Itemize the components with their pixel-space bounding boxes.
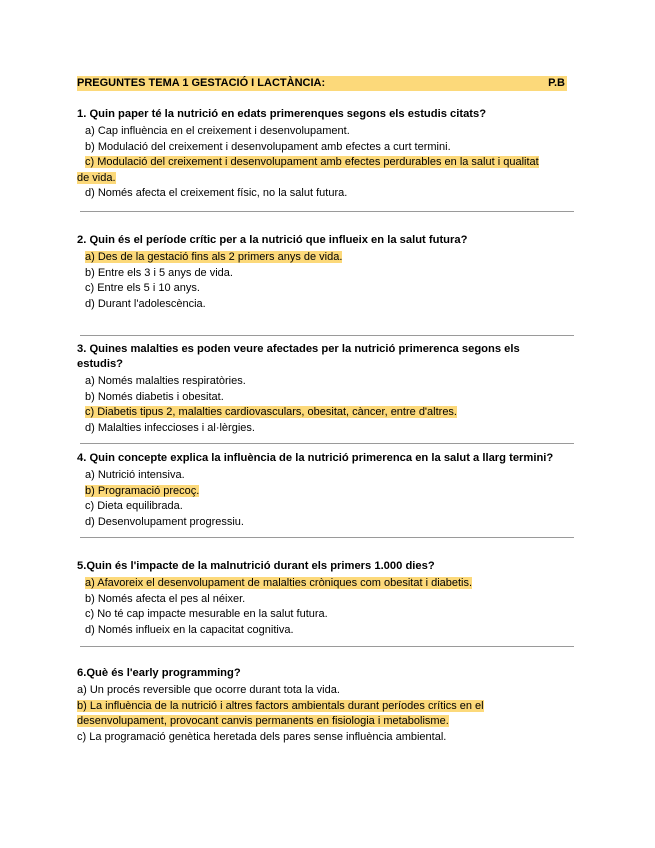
option-c: [77, 281, 577, 297]
option-text: b) Entre els 3 i 5 anys de vida.: [85, 266, 233, 279]
option-c-continued: [77, 171, 577, 187]
document-header: [77, 76, 567, 91]
option-d: [77, 515, 577, 531]
option-text: c) Dieta equilibrada.: [85, 500, 183, 513]
option-text: c) No té cap impacte mesurable en la salut futura.: [85, 608, 328, 621]
correct-answer-highlight: b) La influència de la nutrició i altres factors ambientals durant períodes crítics en el: [77, 699, 484, 712]
option-c: [77, 405, 577, 421]
option-b: [77, 699, 577, 715]
separator-line: [80, 646, 574, 647]
option-text: d) Només influeix en la capacitat cognitiva.: [85, 623, 294, 636]
question-2: [77, 233, 577, 312]
option-d: [77, 297, 577, 313]
option-c: [77, 730, 577, 746]
question-title: 5.Quin és l'impacte de la malnutrició durant els primers 1.000 dies?: [77, 560, 435, 572]
correct-answer-highlight: a) Afavoreix el desenvolupament de malalties cròniques com obesitat i diabetis.: [85, 577, 473, 589]
option-text: d) Malalties infeccioses i al·lèrgies.: [85, 421, 255, 434]
option-text: b) Modulació del creixement i desenvolupament amb efectes a curt termini.: [85, 140, 451, 153]
option-text: a) Nutrició intensiva.: [85, 469, 185, 481]
correct-answer-highlight: desenvolupament, provocant canvis permanents en fisiologia i metabolisme.: [77, 715, 449, 728]
question-6: [77, 666, 577, 745]
option-text: a) Un procés reversible que ocorre durant tota la vida.: [77, 684, 340, 696]
option-text: d) Durant l'adolescència.: [85, 297, 206, 310]
option-a: [77, 374, 577, 390]
question-4: [77, 451, 577, 530]
separator-line: [80, 443, 574, 444]
header-title: PREGUNTES TEMA 1 GESTACIÓ I LACTÀNCIA:: [77, 77, 326, 89]
option-a: [77, 576, 577, 592]
question-title: 2. Quin és el període crític per a la nutrició que influeix en la salut futura?: [77, 234, 468, 246]
question-5: [77, 559, 577, 638]
header-code: P.B: [548, 77, 565, 89]
option-c: [77, 155, 577, 171]
option-b: [77, 266, 577, 282]
option-text: d) Desenvolupament progressiu.: [85, 515, 244, 528]
question-title: 1. Quin paper té la nutrició en edats primerenques segons els estudis citats?: [77, 108, 487, 120]
option-b: [77, 390, 577, 406]
option-a: [77, 250, 577, 266]
option-d: [77, 186, 577, 202]
option-d: [77, 623, 577, 639]
option-text: b) Només diabetis i obesitat.: [85, 390, 224, 403]
separator-line: [80, 211, 574, 212]
option-c: [77, 607, 577, 623]
question-3: [77, 342, 577, 436]
option-b: [77, 140, 577, 156]
option-b: [77, 592, 577, 608]
question-1: [77, 107, 577, 202]
option-text: a) Només malalties respiratòries.: [85, 375, 246, 387]
option-text: d) Només afecta el creixement físic, no la salut futura.: [85, 187, 348, 200]
option-b-continued: [77, 714, 577, 730]
question-title: 6.Què és l'early programming?: [77, 667, 241, 679]
option-a: [77, 124, 577, 140]
correct-answer-highlight: b) Programació precoç.: [85, 484, 200, 497]
separator-line: [80, 335, 574, 336]
correct-answer-highlight: c) Modulació del creixement i desenvolupament amb efectes perdurables en la salut i qualitat: [85, 156, 539, 169]
question-title: 4. Quin concepte explica la influència de la nutrició primerenca en la salut a llarg termini?: [77, 452, 554, 464]
option-a: [77, 683, 577, 699]
option-d: [77, 421, 577, 437]
option-c: [77, 499, 577, 515]
correct-answer-highlight: de vida.: [77, 171, 116, 184]
option-text: c) La programació genètica heretada dels pares sense influència ambiental.: [77, 730, 447, 743]
question-title: 3. Quines malalties es poden veure afectades per la nutrició primerenca segons els: [77, 343, 520, 355]
option-a: [77, 468, 577, 484]
option-text: a) Cap influència en el creixement i desenvolupament.: [85, 125, 350, 137]
separator-line: [80, 537, 574, 538]
correct-answer-highlight: a) Des de la gestació fins als 2 primers anys de vida.: [85, 251, 343, 263]
option-text: b) Només afecta el pes al néixer.: [85, 592, 246, 605]
question-title-continued: estudis?: [77, 358, 124, 370]
correct-answer-highlight: c) Diabetis tipus 2, malalties cardiovasculars, obesitat, càncer, entre d'altres.: [85, 406, 457, 419]
option-b: [77, 484, 577, 500]
option-text: c) Entre els 5 i 10 anys.: [85, 282, 200, 295]
